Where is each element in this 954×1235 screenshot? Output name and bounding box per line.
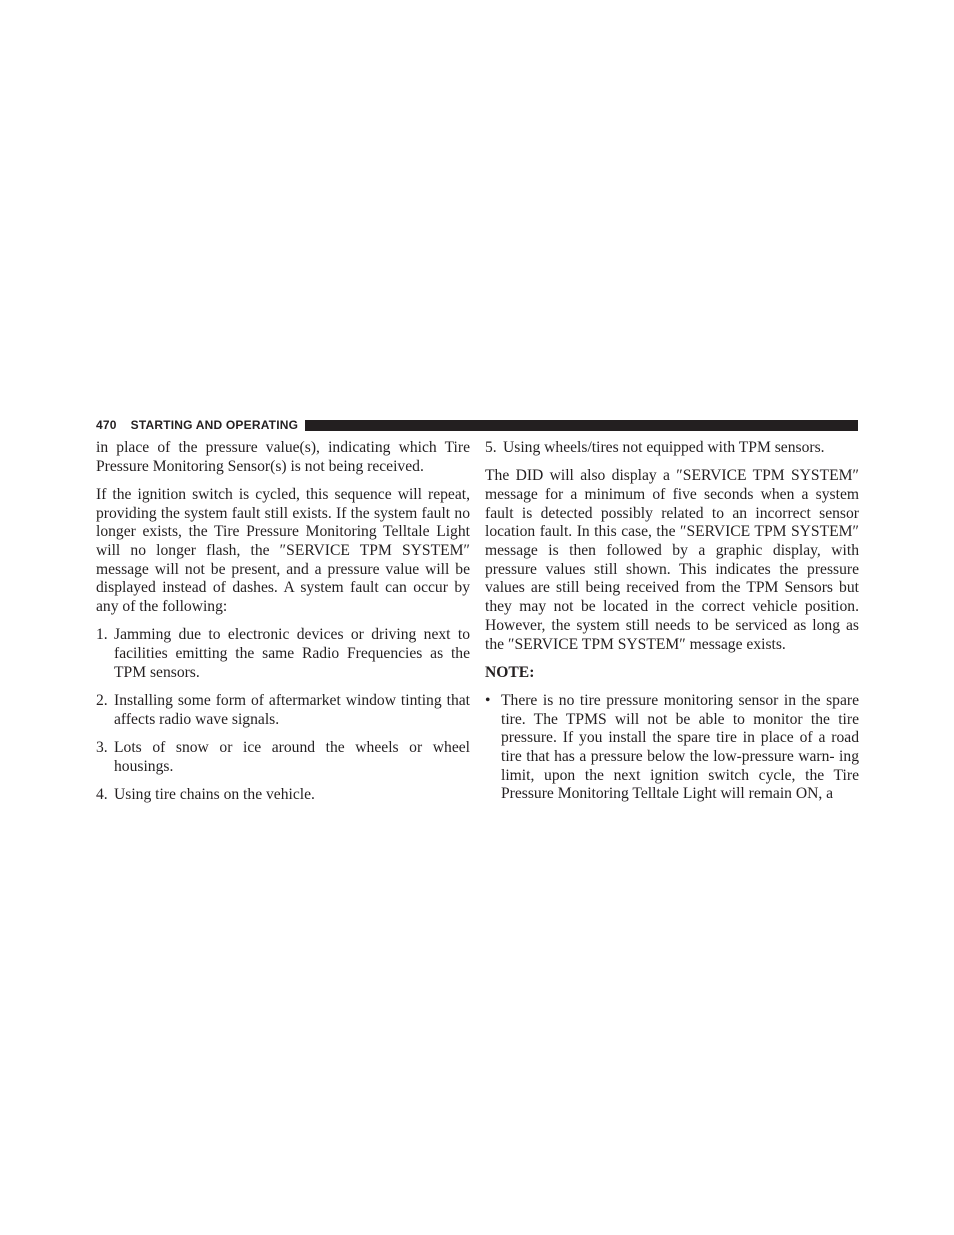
left-column [96, 439, 470, 814]
right-column [485, 439, 859, 804]
paragraph: If the ignition switch is cycled, this sequence will repeat, providing the system fault still exists. If the system fault no longer exists, the Tire Pressure Monitoring Telltale Light will no longer flash, the ″SERVICE TPM SYSTEM″ message will not be present, and a pressure value will be displayed instead of dashes. A system fault can occur by any of the following: [96, 485, 470, 616]
list-item [96, 786, 470, 805]
list-text: Using wheels/tires not equipped with TPM sensors. [503, 439, 825, 456]
list-item [96, 739, 470, 776]
list-text: Installing some form of aftermarket window tinting that affects radio wave signals. [114, 691, 470, 728]
header-rule-bar [305, 420, 858, 431]
paragraph: in place of the pressure value(s), indicating which Tire Pressure Monitoring Sensor(s) is not being received. [96, 439, 470, 475]
list-item [96, 692, 470, 729]
list-text: Lots of snow or ice around the wheels or wheel housings. [114, 738, 470, 775]
section-title: STARTING AND OPERATING [130, 418, 299, 432]
list-text: Jamming due to electronic devices or driving next to facilities emitting the same Radio Frequencies as the TPM sensors. [114, 626, 470, 681]
bullet-mark: • [485, 691, 491, 709]
list-text: Using tire chains on the vehicle. [114, 785, 315, 803]
list-item [485, 439, 859, 458]
page-header [96, 417, 858, 433]
list-number: 2. [96, 691, 108, 709]
list-number: 1. [96, 626, 108, 644]
list-number: 3. [96, 738, 108, 756]
bullet-text: There is no tire pressure monitoring sensor in the spare tire. The TPMS will not be able to monitor the tire pressure. If you install the spare tire in place of a road tire that has a pressure below the low-pressure warn- ing limit, upon the next ignition switch cycle, the Tire Pressure Monitoring Telltale Light will remain ON, a [501, 691, 859, 803]
note-label: NOTE: [485, 663, 535, 681]
page-number: 470 [96, 418, 117, 432]
list-item [96, 626, 470, 682]
bullet-item [485, 692, 859, 804]
list-number: 4. [96, 785, 108, 803]
paragraph: The DID will also display a ″SERVICE TPM SYSTEM″ message for a minimum of five seconds when a system fault is detected possibly related to an incorrect sensor location fault. In this case, the ″SERVICE TPM SYSTEM″ message is then followed by a graphic display, with pressure values still shown. This indicates the pressure values are still being received from the TPM Sensors but they may not be located in the correct vehicle position. However, the system still needs to be serviced as long as the ″SERVICE TPM SYSTEM″ message exists. [485, 467, 859, 653]
list-number: 5. [485, 439, 497, 456]
